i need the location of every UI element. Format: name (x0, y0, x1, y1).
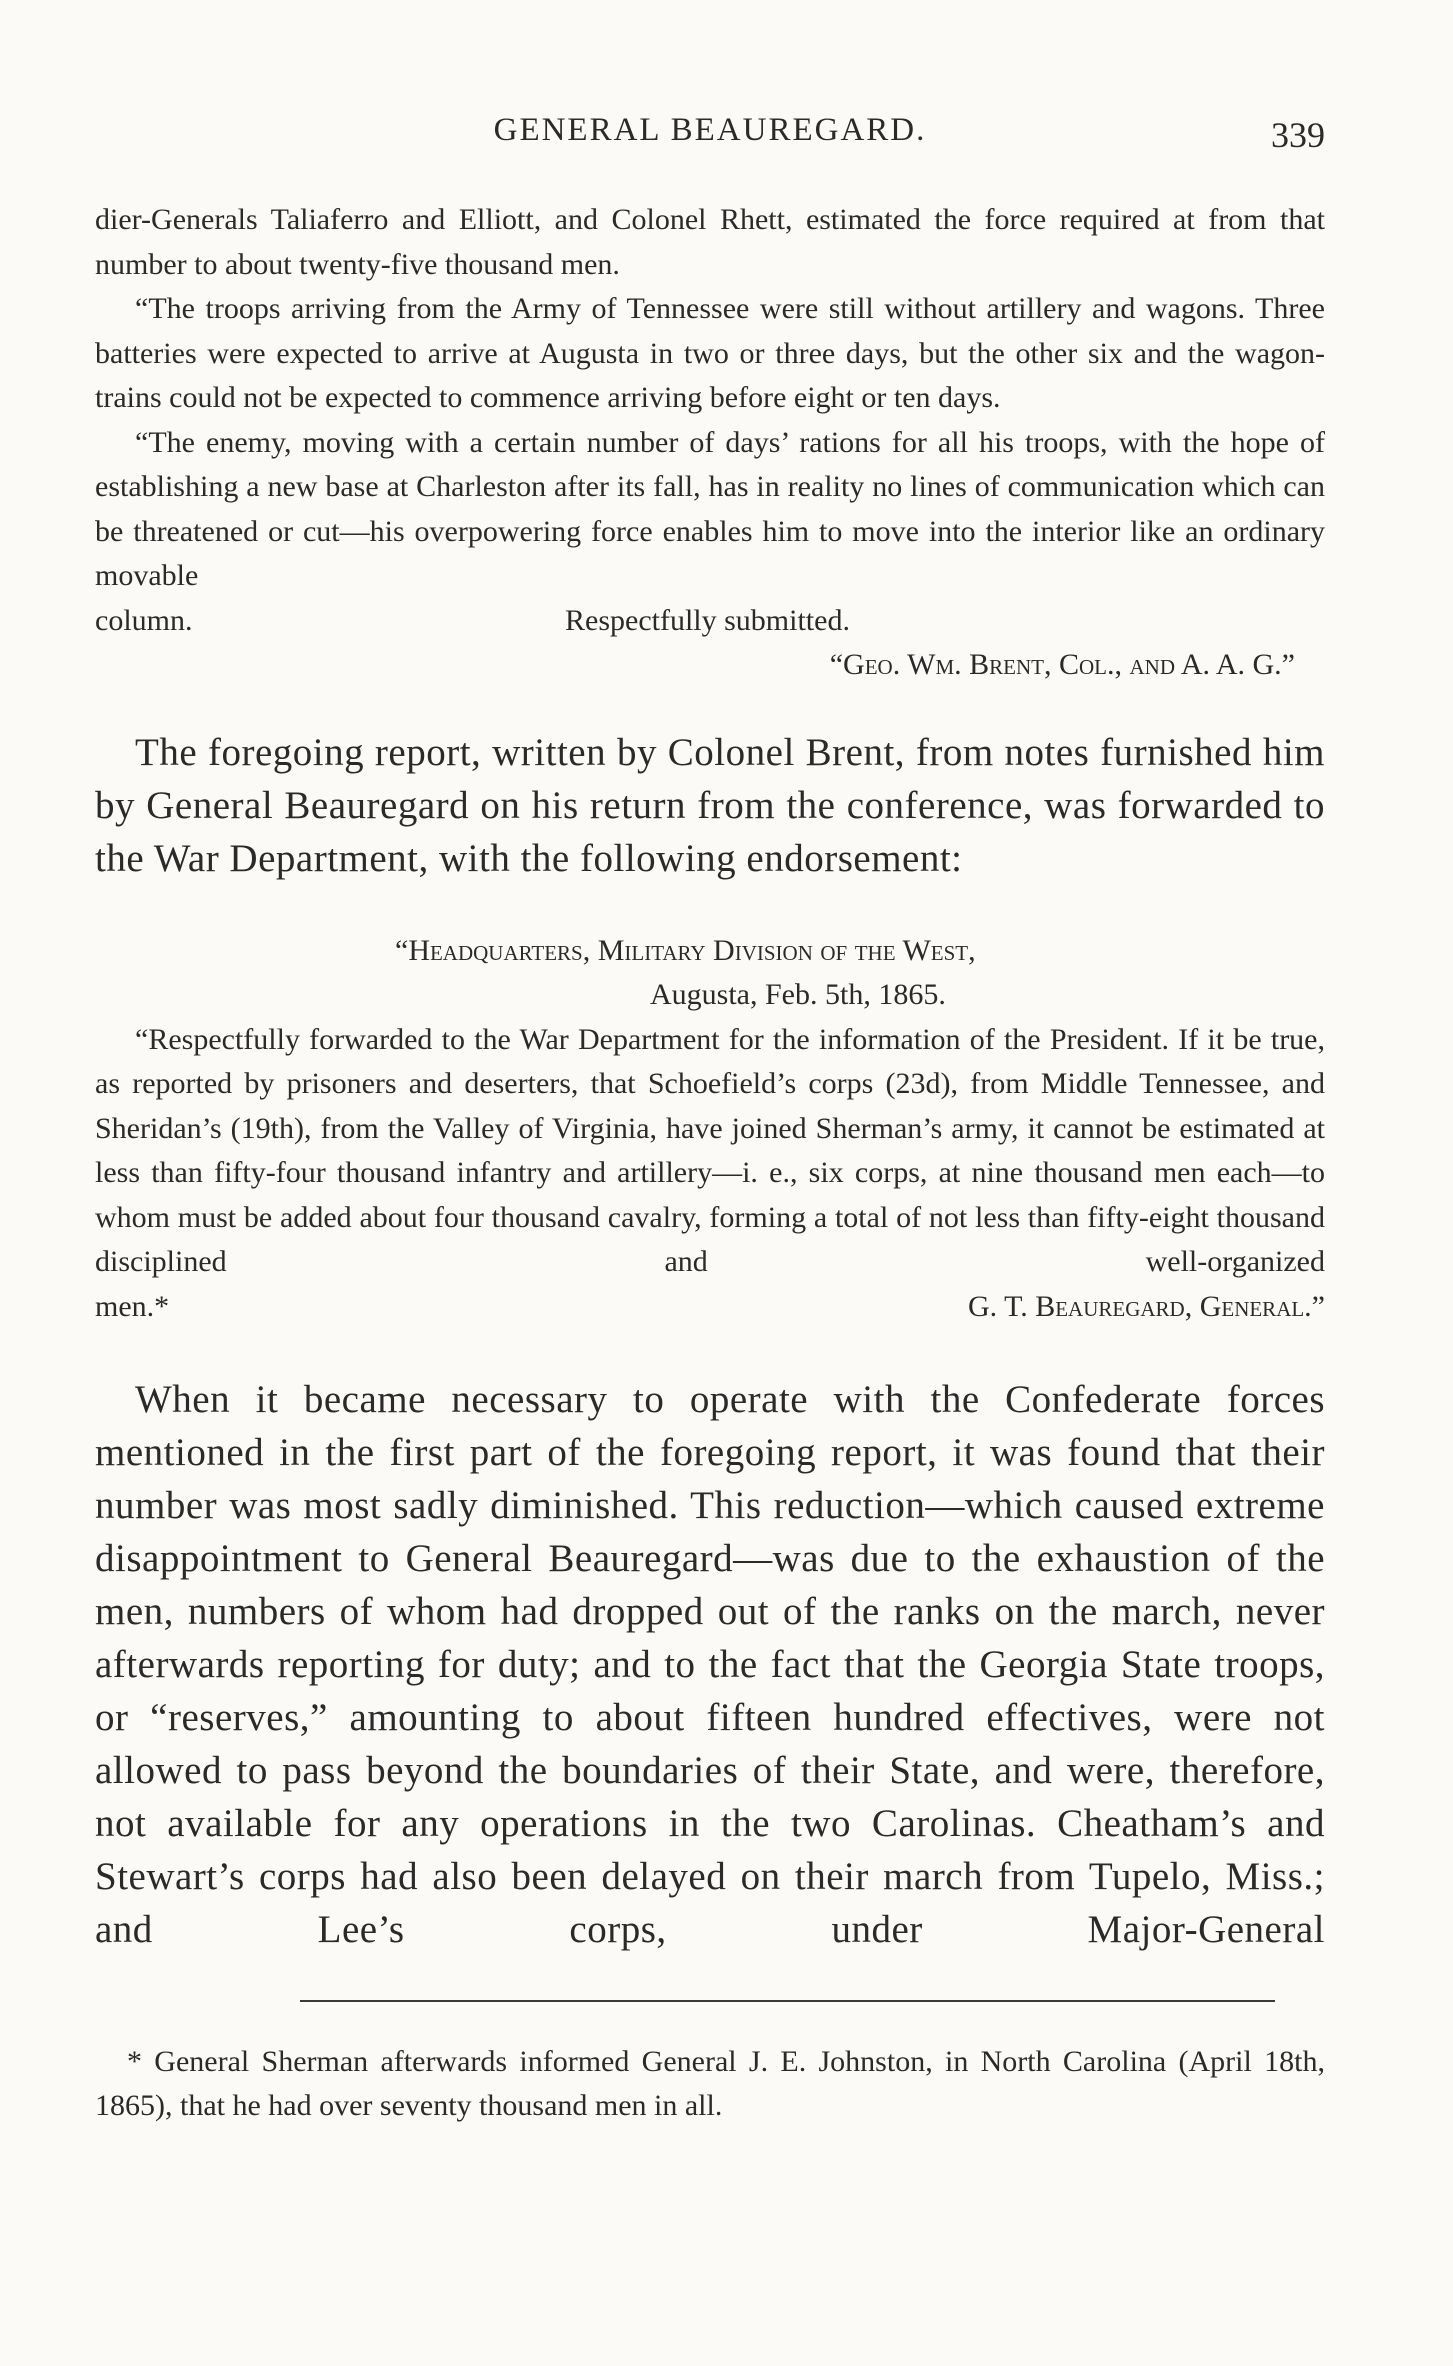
memo-signature-text: “Geo. Wm. Brent, Col., and A. A. G.” (829, 648, 1295, 681)
endorsement-heading-1: “Headquarters, Military Division of the West, (395, 933, 976, 967)
memo-closing-word: column. (95, 603, 193, 637)
endorsement-closing-word: men.* (95, 1289, 170, 1323)
endorsement-closing-line (95, 1285, 1325, 1330)
memo-paragraph-1: dier-Generals Taliaferro and Elliott, and Colonel Rhett, estimated the force required at from that number to about twenty-five thousand men. (95, 203, 1325, 281)
endorsement-heading-2: Augusta, Feb. 5th, 1865. (650, 978, 946, 1011)
body-text-2: When it became necessary to operate with the Confederate forces mentioned in the first part of the foregoing report, it was found that their number was most sadly diminished. This reduction—which caused extreme disappointment to General Beauregard—was due to the exhaustion of the men, numbers of whom had dropped out of the ranks on the march, never afterwards reporting for duty; and to the fact that the Georgia State troops, or “reserves,” amounting to about fifteen hundred effectives, were not allowed to pass beyond the boundaries of their State, and were, therefore, not available for any operations in the two Carolinas. Cheatham’s and Stewart’s corps had also been delayed on their march from Tupelo, Miss.; and Lee’s corps, under Major-General (95, 1378, 1325, 1951)
memo-signature (95, 643, 1325, 688)
body-paragraph-1 (95, 726, 1325, 885)
body-paragraph-2 (95, 1373, 1325, 1956)
body-text-1: The foregoing report, written by Colonel Brent, from notes furnished him by General Beauregard on his return from the conference, was forwarded to the War Department, with the following endorsement: (95, 730, 1325, 880)
book-page (95, 100, 1325, 2128)
page-number: 339 (1271, 115, 1325, 155)
endorsement-text: “Respectfully forwarded to the War Department for the information of the President. If it be true, as reported by prisoners and deserters, that Schoefield’s corps (23d), from Middle Tennessee, and Sheridan’s (19th), from the Valley of Virginia, have joined Sherman’s army, it cannot be estimated at less than fifty-four thousand infantry and artillery—i. e., six corps, at nine thousand men each—to whom must be added about four thousand cavalry, forming a total of not less than fifty-eight thousand disciplined and well-organized (95, 1022, 1325, 1278)
memo-closing-phrase: Respectfully submitted. (565, 603, 850, 637)
memo-closing-line (95, 599, 1325, 644)
memo-paragraph-3: “The enemy, moving with a certain number of days’ rations for all his troops, with the hope of establishing a new base at Charleston after its fall, has in reality no lines of communication which can be threatened or cut—his overpowering force enables him to move into the interior like an ordinary movable (95, 425, 1325, 592)
running-title: GENERAL BEAUREGARD. (493, 112, 927, 148)
running-header (95, 100, 1325, 160)
memo-paragraph-2: “The troops arriving from the Army of Tennessee were still without artillery and wagons. Three batteries were expected to arrive at Augusta in two or three days, but the other six and the wagon-trains could not be expected to commence arriving before eight or ten days. (95, 292, 1325, 414)
footnote-rule (300, 2000, 1275, 2002)
footnote-text: * General Sherman afterwards informed General J. E. Johnston, in North Carolina (April 18th, 1865), that he had over seventy thousand men in all. (95, 2045, 1325, 2122)
memo-block (95, 198, 1325, 688)
endorsement-signature: G. T. Beauregard, General.” (967, 1289, 1325, 1323)
endorsement-block (95, 929, 1325, 1330)
footnote (95, 2040, 1325, 2128)
